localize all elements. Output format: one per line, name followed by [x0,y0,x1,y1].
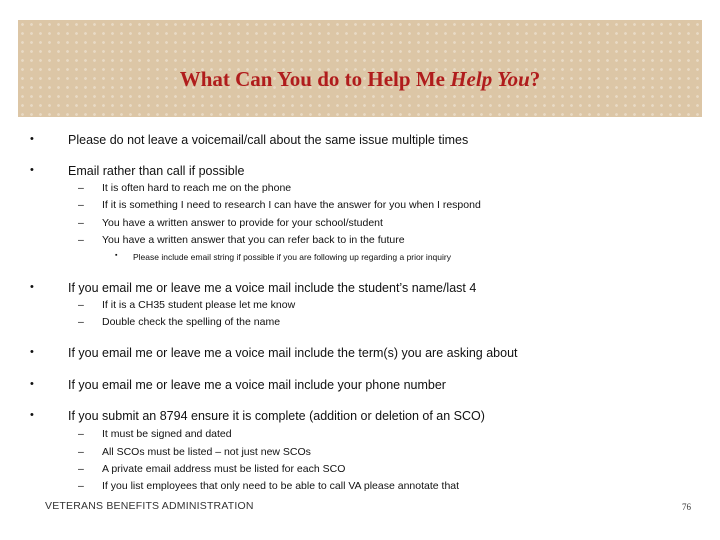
bullet-text: If you email me or leave me a voice mail include the student’s name/last 4 [68,281,477,295]
bullet-marker: • [30,133,34,145]
dash-marker: – [78,299,84,311]
sub-item-text: Double check the spelling of the name [102,316,281,328]
bullet-text: Please do not leave a voicemail/call about the same issue multiple times [68,133,469,147]
sub-item-text: If you list employees that only need to be able to call VA please annotate that [102,480,460,492]
square-marker: ▪ [115,252,118,259]
sub-item-text: A private email address must be listed for each SCO [102,463,346,475]
dash-marker: – [78,217,84,229]
dash-marker: – [78,234,84,246]
footer-organization: VETERANS BENEFITS ADMINISTRATION [45,500,254,512]
sub-item-text: If it is a CH35 student please let me know [102,299,296,311]
title-question-mark: ? [529,67,541,91]
sub-sub-item-text: Please include email string if possible if you are following up regarding a prior inquiry [133,252,451,262]
bullet-marker: • [30,378,34,390]
bullet-text: If you submit an 8794 ensure it is complete (addition or deletion of an SCO) [68,409,485,423]
sub-item-text: You have a written answer that you can refer back to in the future [102,234,405,246]
dash-marker: – [78,316,84,328]
bullet-marker: • [30,281,34,293]
bullet-marker: • [30,164,34,176]
sub-item-text: It is often hard to reach me on the phone [102,182,292,194]
bullet-text: If you email me or leave me a voice mail include the term(s) you are asking about [68,346,518,360]
dash-marker: – [78,182,84,194]
sub-item-text: It must be signed and dated [102,428,232,440]
dash-marker: – [78,446,84,458]
bullet-text: If you email me or leave me a voice mail include your phone number [68,378,446,392]
dash-marker: – [78,480,84,492]
page-number: 76 [682,502,691,512]
bullet-marker: • [30,409,34,421]
bullet-text: Email rather than call if possible [68,164,245,178]
title-emphasis: Help You [450,67,530,91]
dash-marker: – [78,428,84,440]
dash-marker: – [78,463,84,475]
bullet-marker: • [30,346,34,358]
dash-marker: – [78,199,84,211]
sub-item-text: You have a written answer to provide for your school/student [102,217,383,229]
sub-item-text: If it is something I need to research I can have the answer for you when I respond [102,199,481,211]
sub-item-text: All SCOs must be listed – not just new SCOs [102,446,311,458]
title-text: What Can You do to Help Me [179,67,451,91]
